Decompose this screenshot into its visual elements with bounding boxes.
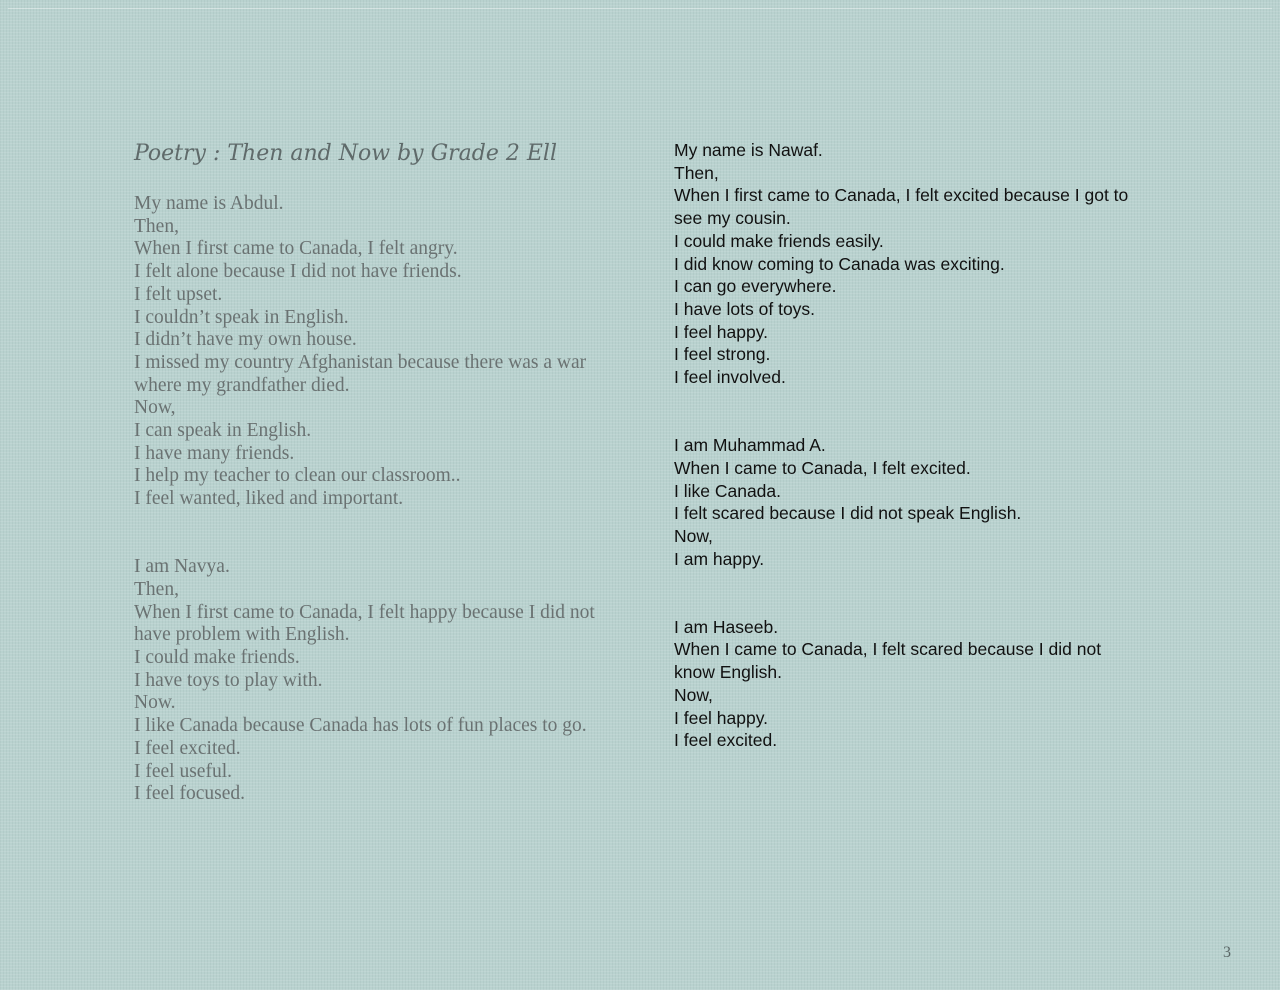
right-column xyxy=(674,139,1144,752)
poem-line: I have many friends. xyxy=(134,442,295,464)
poem-line: I didn’t have my own house. xyxy=(134,329,357,351)
poem-line: I couldn’t speak in English. xyxy=(134,306,349,328)
page-number: 3 xyxy=(1223,944,1231,961)
poem-line: I like Canada. xyxy=(674,480,782,501)
poem-line: I feel focused. xyxy=(134,783,245,805)
poem-line: I feel excited. xyxy=(134,737,241,759)
poem-line: I feel wanted, liked and important. xyxy=(134,488,404,510)
poem-line: I could make friends. xyxy=(134,647,300,669)
poem-line: I felt scared because I did not speak English. xyxy=(674,503,1022,524)
poem-line: Now. xyxy=(134,692,176,714)
poem-line: Now, xyxy=(674,525,713,546)
poem-spacer xyxy=(134,511,604,556)
poem-line: I am Muhammad A. xyxy=(674,435,826,456)
poem-spacer xyxy=(674,570,1144,615)
poem-line: Then, xyxy=(674,162,719,183)
poem-line: I missed my country Afghanistan because there was a war where my grandfather died. xyxy=(134,351,587,396)
poem-line: When I came to Canada, I felt scared because I did not know English. xyxy=(674,639,1102,683)
poem-line: I can speak in English. xyxy=(134,420,312,442)
poem-line: My name is Abdul. xyxy=(134,193,284,214)
poem-line: I have toys to play with. xyxy=(134,669,323,691)
poem-line: When I first came to Canada, I felt happy because I did not have problem with English. xyxy=(134,601,595,646)
poem-line: When I came to Canada, I felt excited. xyxy=(674,457,971,478)
poem-spacer xyxy=(674,389,1144,434)
poem-muhammad xyxy=(674,434,1144,570)
poem-line: My name is Nawaf. xyxy=(674,140,823,160)
poem-line: When I first came to Canada, I felt excited because I got to see my cousin. xyxy=(674,185,1129,229)
poem-line: I am Navya. xyxy=(134,556,230,578)
poem-line: I did know coming to Canada was exciting. xyxy=(674,253,1005,274)
poem-line: Then, xyxy=(134,215,179,237)
left-column xyxy=(134,193,604,806)
poem-line: I have lots of toys. xyxy=(674,298,816,319)
poem-line: Then, xyxy=(134,578,179,600)
poem-navya xyxy=(134,556,604,806)
poem-line: I feel useful. xyxy=(134,760,232,782)
poem-line: I felt alone because I did not have friends. xyxy=(134,261,462,283)
poem-abdul xyxy=(134,193,604,511)
poem-line: I feel involved. xyxy=(674,367,786,388)
poem-line: I can go everywhere. xyxy=(674,276,837,297)
poem-line: I feel happy. xyxy=(674,707,769,728)
poem-line: I am happy. xyxy=(674,548,765,569)
poem-line: When I first came to Canada, I felt angry. xyxy=(134,238,458,260)
poem-line: I feel happy. xyxy=(674,321,769,342)
poem-line: I could make friends easily. xyxy=(674,230,884,251)
poem-line: I feel excited. xyxy=(674,730,778,751)
poem-line: Now, xyxy=(674,684,713,705)
poem-line: I feel strong. xyxy=(674,344,771,365)
poem-haseeb xyxy=(674,616,1144,752)
poem-line: I am Haseeb. xyxy=(674,616,779,637)
page-title: Poetry : Then and Now by Grade 2 Ell xyxy=(134,141,557,166)
poem-line: I help my teacher to clean our classroom.. xyxy=(134,465,461,487)
poem-line: Now, xyxy=(134,397,176,419)
poem-line: I like Canada because Canada has lots of fun places to go. xyxy=(134,715,587,737)
poem-line: I felt upset. xyxy=(134,283,223,305)
poem-nawaf xyxy=(674,139,1144,389)
